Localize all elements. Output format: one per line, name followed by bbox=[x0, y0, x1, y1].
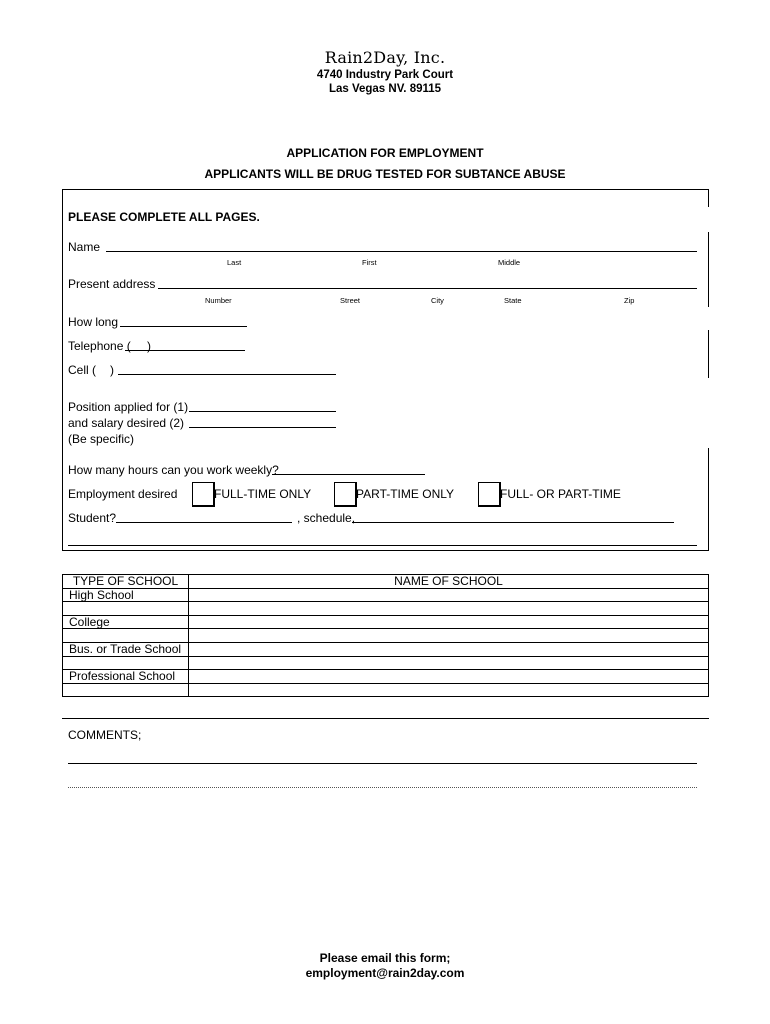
school-type-cell: Bus. or Trade School bbox=[63, 642, 189, 656]
header-name-of-school: NAME OF SCHOOL bbox=[189, 575, 709, 589]
student-input-line[interactable] bbox=[116, 522, 292, 523]
form-box-right-seg bbox=[708, 330, 709, 378]
address-line-1: 4740 Industry Park Court bbox=[316, 69, 454, 81]
school-type-cell bbox=[63, 656, 189, 670]
hours-input-line[interactable] bbox=[272, 474, 425, 475]
table-row bbox=[63, 575, 709, 589]
table-row bbox=[63, 615, 709, 629]
address-sublabel-zip: Zip bbox=[624, 296, 635, 305]
part-time-label: PART-TIME ONLY bbox=[356, 487, 455, 501]
school-name-cell[interactable] bbox=[189, 642, 709, 656]
cell-input-line[interactable] bbox=[118, 374, 336, 375]
table-row bbox=[63, 602, 709, 616]
school-type-cell bbox=[63, 683, 189, 697]
school-type-cell: College bbox=[63, 615, 189, 629]
schedule-label: , schedule, bbox=[297, 511, 356, 525]
table-row bbox=[63, 629, 709, 643]
be-specific-label: (Be specific) bbox=[68, 432, 135, 446]
form-box-bottom bbox=[62, 550, 709, 551]
form-title: APPLICATION FOR EMPLOYMENT bbox=[286, 146, 484, 160]
full-time-label: FULL-TIME ONLY bbox=[214, 487, 312, 501]
table-row bbox=[63, 642, 709, 656]
employment-desired-label: Employment desired bbox=[68, 487, 178, 501]
telephone-label: Telephone ( bbox=[68, 339, 131, 353]
form-box-right-seg bbox=[708, 448, 709, 550]
footer-email-prompt: Please email this form; bbox=[319, 951, 451, 965]
address-label: Present address bbox=[68, 277, 156, 291]
part-time-checkbox[interactable] bbox=[334, 482, 357, 507]
form-box-right-seg bbox=[708, 232, 709, 307]
school-name-cell[interactable] bbox=[189, 670, 709, 684]
form-box-left bbox=[62, 189, 63, 550]
salary-label: and salary desired (2) bbox=[68, 416, 185, 430]
name-sublabel-first: First bbox=[362, 258, 377, 267]
form-box-right-seg bbox=[708, 189, 709, 207]
school-name-cell[interactable] bbox=[189, 615, 709, 629]
address-input-line[interactable] bbox=[158, 288, 697, 289]
comments-input-line[interactable] bbox=[68, 763, 697, 764]
student-label: Student? bbox=[68, 511, 117, 525]
school-name-cell[interactable] bbox=[189, 656, 709, 670]
school-type-cell bbox=[63, 629, 189, 643]
address-sublabel-city: City bbox=[431, 296, 444, 305]
comments-input-line-dotted[interactable] bbox=[68, 787, 697, 788]
table-row bbox=[63, 588, 709, 602]
school-name-cell[interactable] bbox=[189, 588, 709, 602]
school-type-cell: Professional School bbox=[63, 670, 189, 684]
school-table bbox=[62, 574, 709, 697]
school-name-cell[interactable] bbox=[189, 629, 709, 643]
schedule-extra-line[interactable] bbox=[68, 545, 697, 546]
address-sublabel-number: Number bbox=[205, 296, 232, 305]
address-sublabel-state: State bbox=[504, 296, 522, 305]
full-or-part-time-label: FULL- OR PART-TIME bbox=[500, 487, 621, 501]
address-sublabel-street: Street bbox=[340, 296, 361, 305]
cell-paren: ) bbox=[110, 363, 114, 377]
comments-top-rule bbox=[62, 718, 709, 719]
telephone-input-line[interactable] bbox=[125, 350, 245, 351]
name-sublabel-last: Last bbox=[227, 258, 242, 267]
table-row bbox=[63, 683, 709, 697]
schedule-input-line[interactable] bbox=[352, 522, 674, 523]
telephone-paren: ) bbox=[147, 339, 151, 353]
company-name: Rain2Day, Inc. bbox=[324, 48, 446, 67]
cell-label: Cell ( bbox=[68, 363, 97, 377]
drug-test-notice: APPLICANTS WILL BE DRUG TESTED FOR SUBTANCE ABUSE bbox=[204, 167, 566, 181]
hours-label: How many hours can you work weekly? bbox=[68, 463, 279, 477]
comments-label: COMMENTS; bbox=[68, 728, 142, 742]
how-long-input-line[interactable] bbox=[120, 326, 247, 327]
complete-all-pages: PLEASE COMPLETE ALL PAGES. bbox=[68, 210, 260, 224]
table-row bbox=[63, 656, 709, 670]
salary-input-line[interactable] bbox=[189, 427, 336, 428]
name-input-line[interactable] bbox=[106, 251, 697, 252]
footer-email-address[interactable]: employment@rain2day.com bbox=[305, 966, 465, 980]
form-box-top bbox=[62, 189, 709, 190]
school-name-cell[interactable] bbox=[189, 683, 709, 697]
position-input-line[interactable] bbox=[189, 411, 336, 412]
full-time-checkbox[interactable] bbox=[192, 482, 215, 507]
school-type-cell: High School bbox=[63, 588, 189, 602]
school-type-cell bbox=[63, 602, 189, 616]
address-line-2: Las Vegas NV. 89115 bbox=[328, 83, 442, 95]
how-long-label: How long bbox=[68, 315, 119, 329]
name-label: Name bbox=[68, 240, 101, 254]
school-name-cell[interactable] bbox=[189, 602, 709, 616]
table-row bbox=[63, 670, 709, 684]
full-or-part-time-checkbox[interactable] bbox=[478, 482, 501, 507]
header-type-of-school: TYPE OF SCHOOL bbox=[63, 575, 189, 589]
position-label: Position applied for (1) bbox=[68, 400, 189, 414]
name-sublabel-middle: Middle bbox=[498, 258, 521, 267]
